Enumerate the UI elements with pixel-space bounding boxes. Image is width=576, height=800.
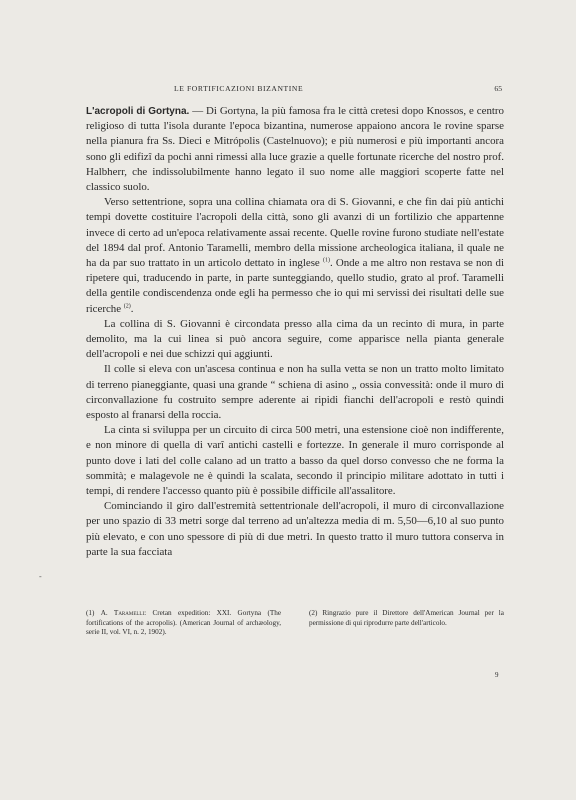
body-text bbox=[86, 104, 504, 560]
page-number: 65 bbox=[494, 84, 502, 93]
footnote-2-text: Ringrazio pure il Direttore dell'American Journal per la permissione di qui riprodurre parte dell'articolo. bbox=[309, 609, 504, 627]
paragraph-4: Il colle si eleva con un'ascesa continua e non ha sulla vetta se non un tratto molto limitato di terreno pianeggiante, quasi una grande “ schiena di asino „ ossia convessità: onde il muro di circonvallazione fu costruito sempre aderente ai ripidi fianchi dell'acropoli e restò quindi esposto al franarsi della roccia. bbox=[86, 363, 504, 422]
footnote-2 bbox=[309, 609, 504, 638]
signature-mark: 9 bbox=[495, 671, 499, 679]
paragraph-2-text-a: Verso settentrione, sopra una collina chiamata ora di S. Giovanni, e che fin dai più antichi tempi dovette costituire l'acropoli della città, sono gli avanzi di un fortilizio che appartenne invece di certo ad un'epoca relativamente assai recente. Quelle rovine furono studiate nell'estate del 1894 dal prof. Antonio Taramelli, membro della missione archeologica italiana, il quale ne ha da par suo trattato in un articolo dettato in inglese bbox=[86, 196, 504, 270]
footnote-ref-1: (1) bbox=[322, 257, 330, 264]
paragraph-3: La collina di S. Giovanni è circondata presso alla cima da un recinto di mura, in parte demolito, ma la cui linea si può ancora seguire, come apparisce nella pianta generale dell'acropoli e nei due schizzi qui aggiunti. bbox=[86, 317, 504, 361]
paragraph-1 bbox=[86, 104, 504, 195]
footnote-1 bbox=[86, 609, 281, 638]
paragraph-2-text-b: . Onde a me altro non restava se non di ripetere qui, traducendo in parte, in parte sunteggiando, quello studio, grato al prof. Taramelli della gentile condiscendenza onde egli ha permesso che io qui mi servissi dei risultati delle sue ricerche bbox=[86, 257, 504, 315]
paragraph-6: Cominciando il giro dall'estremità settentrionale dell'acropoli, il muro di circonvallazione per uno spazio di 33 metri sorge dal terreno ad un'altezza media di m. 5,50—6,10 al suo punto più elevato, e con uno spessore di più di due metri. In questo tratto il muro tuttora conserva in parte la sua facciata bbox=[86, 500, 504, 558]
paragraph-5: La cinta si sviluppa per un circuito di circa 500 metri, una estensione cioè non indifferente, e non minore di quella di varî antichi castelli e fortezze. In generale il muro corrisponde al punto dove i lati del colle calano ad un tratto a basso da quel dorso convesso che ne forma la sommità; e malagevole ne è quindi la scalata, secondo il principio militare adottato in tutti i tempi, di rendere l'accesso quanto più è possibile difficile all'assalitore. bbox=[86, 424, 504, 498]
paragraph-2 bbox=[86, 195, 504, 317]
paragraph-1-text: — Di Gortyna, la più famosa fra le città cretesi dopo Knossos, e centro religioso di tutta l'isola durante l'epoca bizantina, numerose appaiono ancora le rovine sparse nella pianura fra Ss. Dieci e Mitrópolis (Castelnuovo); e più numerosi e più importanti ancora sono gli edifizî da pochi anni rimessi alla luce grazie a quelle fortunate ricerche del nostro prof. Halbherr, che indissolubilmente hanno legato il suo nome alle maggiori scoperte fatte nel classico suolo. bbox=[86, 105, 504, 194]
running-title: LE FORTIFICAZIONI BIZANTINE bbox=[174, 84, 304, 93]
footnotes bbox=[86, 609, 504, 638]
paragraph-2-text-c: . bbox=[130, 302, 134, 315]
footnote-1-author: A. Taramelli bbox=[100, 609, 145, 617]
footnote-ref-2: (2) bbox=[123, 303, 131, 310]
footnote-1-mark: (1) bbox=[86, 609, 95, 617]
margin-mark: - bbox=[39, 572, 42, 581]
footnote-1-text: : Cretan expedition: XXI. Gortyna (The fortifications of the acropolis). (American Journal of archæology, serie II, vol. VI, n. 2, 1902). bbox=[86, 609, 282, 637]
footnote-2-mark: (2) bbox=[309, 609, 318, 617]
section-heading: L'acropoli di Gortyna. bbox=[86, 106, 190, 117]
